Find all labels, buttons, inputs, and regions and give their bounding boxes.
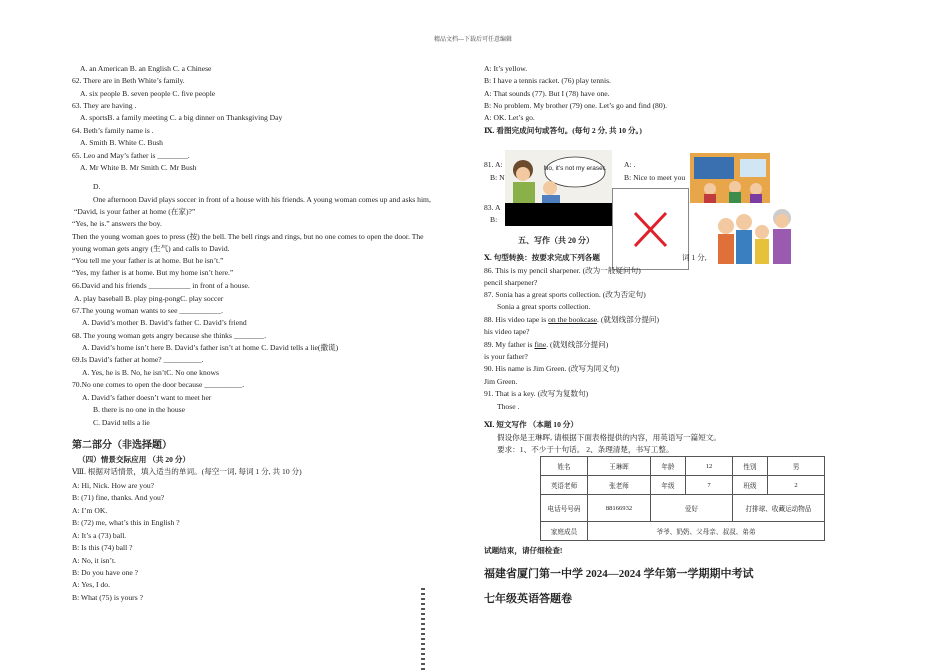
q66: 66.David and his friends ___________ in front of a house. (72, 281, 250, 290)
page-header: 精品文档---下载后可任意编辑 (434, 37, 512, 43)
table-row (541, 476, 825, 495)
table-cell: 年龄 (651, 457, 686, 476)
passage-d-label: D. (93, 182, 101, 191)
dialogue-line: A: Yes, I do. (72, 580, 110, 589)
q89: 89. My father is fine. (就划线部分提问) (484, 340, 609, 349)
table-cell: 王琳晖 (588, 457, 651, 476)
dialogue-line: A: It’s yellow. (484, 64, 528, 73)
part2-subtitle: （四）情景交际应用 （共 20 分） (78, 455, 191, 464)
passage-line: “Yes, my father is at home. But my home isn’t here.” (72, 268, 234, 277)
q86-answer: pencil sharpener? (484, 278, 538, 287)
table-cell: 电话号号码 (541, 495, 588, 522)
q64: 64. Beth’s family name is . (72, 126, 154, 135)
passage-line: young woman gets angry (生气) and calls to David. (72, 244, 230, 253)
q81-a-right: A: . (624, 160, 636, 169)
q70-option-b: B. there is no one in the house (93, 405, 185, 414)
table-cell: 性别 (733, 457, 768, 476)
school-title: 福建省厦门第一中学 2024—2024 学年第一学期期中考试 (484, 568, 754, 580)
binding-line (421, 588, 425, 672)
passage-line: Then the young woman goes to press (按) the bell. The bell rings and rings, but no one comes to open the door. The (72, 232, 424, 241)
q64-options: A. Smith B. White C. Bush (80, 138, 163, 147)
family-image (712, 204, 802, 270)
q62: 62. There are in Beth White’s family. (72, 76, 185, 85)
redaction-bar (505, 203, 612, 226)
section10-score-tail: 词 1 分, (682, 253, 707, 262)
table-cell: 88166932 (588, 495, 651, 522)
q91: 91. That is a key. (改写为复数句) (484, 389, 589, 398)
q69-options: A. Yes, he is B. No, he isn’tC. No one knows (82, 368, 219, 377)
q88-answer: his video tape? (484, 327, 530, 336)
dialogue-line: A: No, it isn’t. (72, 556, 116, 565)
q68: 68. The young woman gets angry because she thinks ________. (72, 331, 267, 340)
q66-options: A. play baseball B. play ping-pongC. play soccer (74, 294, 224, 303)
q63: 63. They are having . (72, 101, 137, 110)
q63-options: A. sportsB. a family meeting C. a big dinner on Thanksgiving Day (80, 113, 283, 122)
q86: 86. This is my pencil sharpener. (改为一般疑问句) (484, 266, 641, 275)
section8-title: Ⅷ. 根据对话情景，填入适当的单词。(每空一词, 每词 1 分, 共 10 分) (72, 467, 302, 476)
q90: 90. His name is Jim Green. (改写为同义句) (484, 364, 619, 373)
q89-answer: is your father? (484, 352, 528, 361)
dialogue-line: A: I’m OK. (72, 506, 108, 515)
q88: 88. His video tape is on the bookcase. (就划线部分提问) (484, 315, 660, 324)
part5-title: 五、写作（共 20 分） (518, 236, 594, 245)
q87: 87. Sonia has a great sports collection. (改为否定句) (484, 290, 646, 299)
table-cell: 爷爷、奶奶、父母亲、叔叔、弟弟 (588, 522, 825, 541)
end-notice: 试题结束，请仔细检查! (484, 546, 563, 555)
table-cell: 12 (686, 457, 733, 476)
info-table (540, 456, 825, 541)
writing-requirements: 要求：1、不少于十句话。 2、条理清楚，书写工整。 (497, 445, 674, 454)
q70: 70.No one comes to open the door because __________. (72, 380, 245, 389)
table-row (541, 457, 825, 476)
section10-title: Ⅹ. 句型转换：按要求完成下列各题 (484, 253, 600, 262)
answer-sheet-title: 七年级英语答题卷 (484, 593, 572, 605)
q82-b: B: Nice to meet you (624, 173, 686, 182)
table-cell: 爱好 (651, 495, 733, 522)
part2-title: 第二部分（非选择题） (72, 440, 172, 451)
dialogue-line: A: Hi, Nick. How are you? (72, 481, 155, 490)
q81-b: B: N (490, 173, 505, 182)
dialogue-line: B: (71) fine, thanks. And you? (72, 493, 165, 502)
table-row (541, 495, 825, 522)
dialogue-line: B: I have a tennis racket. (76) play tennis. (484, 76, 611, 85)
q83-b: B: (490, 215, 498, 224)
passage-line: “You tell me your father is at home. But he isn’t.” (72, 256, 224, 265)
dialogue-line: A: It’s a (73) ball. (72, 531, 127, 540)
q83-label: 83. A (484, 203, 501, 212)
q67-options: A. David’s mother B. David’s father C. David’s friend (82, 318, 247, 327)
q68-options: A. David’s home isn’t here B. David’s father isn’t at home C. David tells a lie(撒谎) (82, 343, 339, 352)
q91-answer: Those . (497, 402, 520, 411)
writing-prompt: 假设你是王琳晖, 请根据下面表格提供的内容，用英语写一篇短文。 (497, 433, 722, 442)
q70-option-c: C. David tells a lie (93, 418, 150, 427)
classroom-image (690, 153, 770, 203)
cartoon-eraser-image (505, 150, 612, 210)
section11-title: Ⅺ. 短文写作 （本题 10 分） (484, 420, 578, 429)
missing-image-icon (612, 188, 689, 270)
q70-option-a: A. David’s father doesn’t want to meet her (82, 393, 212, 402)
passage-line: One afternoon David plays soccer in front of a house with his friends. A young woman comes up and asks him, (93, 195, 431, 204)
dialogue-line: A: That sounds (77). But I (78) have one. (484, 89, 610, 98)
q67: 67.The young woman wants to see ___________. (72, 306, 224, 315)
q69: 69.Is David’s father at home? __________. (72, 355, 204, 364)
passage-line: “Yes, he is.” answers the boy. (72, 219, 162, 228)
table-cell: 打排球、收藏运动物品 (733, 495, 825, 522)
table-cell: 家庭成员 (541, 522, 588, 541)
dialogue-line: B: What (75) is yours ? (72, 593, 143, 602)
speech-bubble-text: No, it's not my eraser. (543, 165, 607, 172)
table-cell: 年级 (651, 476, 686, 495)
passage-line: “David, is your father at home (在家)?” (74, 207, 196, 216)
dialogue-line: B: (72) me, what’s this in English ? (72, 518, 180, 527)
q61-options: A. an American B. an English C. a Chinese (80, 64, 212, 73)
table-cell: 男 (768, 457, 825, 476)
q62-options: A. six people B. seven people C. five people (80, 89, 216, 98)
table-cell: 班级 (733, 476, 768, 495)
svg-text:No, it's not my eraser. (544, 165, 607, 172)
table-cell: 2 (768, 476, 825, 495)
table-row (541, 522, 825, 541)
table-cell: 英语老师 (541, 476, 588, 495)
dialogue-line: B: Do you have one ? (72, 568, 139, 577)
dialogue-line: A: OK. Let’s go. (484, 113, 535, 122)
table-cell: 张老师 (588, 476, 651, 495)
dialogue-line: B: No problem. My brother (79) one. Let’s go and find (80). (484, 101, 668, 110)
table-cell: 7 (686, 476, 733, 495)
q65: 65. Leo and May’s father is ________. (72, 151, 190, 160)
table-cell: 姓名 (541, 457, 588, 476)
q81-label: 81. A: (484, 160, 503, 169)
q90-answer: Jim Green. (484, 377, 518, 386)
q87-answer: Sonia a great sports collection. (497, 302, 591, 311)
dialogue-line: B: Is this (74) ball ? (72, 543, 133, 552)
q65-options: A. Mr White B. Mr Smith C. Mr Bush (80, 163, 197, 172)
section9-title: Ⅸ. 看图完成问句或答句。(每句 2 分, 共 10 分。) (484, 126, 642, 135)
